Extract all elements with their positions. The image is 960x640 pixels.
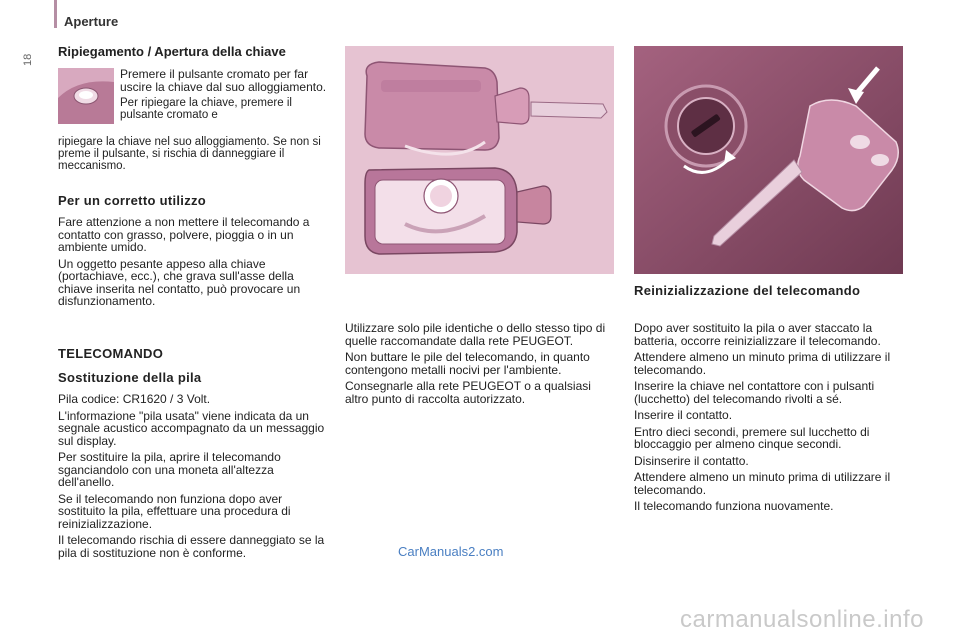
battery-note-2: Non buttare le pile del telecomando, in quanto contengono metalli nocivi per l'ambiente. (345, 350, 590, 377)
remote-paragraph-1: Pila codice: CR1620 / 3 Volt. (58, 392, 211, 406)
remote-paragraph-2: L'informazione "pila usata" viene indicata da un segnale acustico accompagnato da un messaggio sul display. (58, 408, 325, 448)
remote-paragraph-4: Se il telecomando non funziona dopo aver sostituito la pila, effettuare una procedura di reinizializzazione. (58, 491, 291, 531)
page-number: 18 (22, 53, 34, 66)
fold-key-heading: Ripiegamento / Apertura della chiave (58, 44, 286, 59)
remote-battery-illustration (345, 46, 614, 274)
reinit-paragraph-7: Attendere almeno un minuto prima di utilizzare il telecomando. (634, 470, 891, 497)
reinit-paragraph-5: Entro dieci secondi, premere sul lucchetto di bloccaggio per almeno cinque secondi. (634, 424, 870, 451)
correct-use-heading: Per un corretto utilizzo (58, 193, 207, 208)
correct-use-paragraph-1: Fare attenzione a non mettere il telecomando a contatto con grasso, polvere, pioggia o in un ambiente umido. (58, 215, 310, 254)
ignition-key-illustration (634, 46, 903, 274)
fold-key-paragraph-2a: Per ripiegare la chiave, premere il pulsante cromato e (120, 97, 292, 121)
fold-key-paragraph-1: Premere il pulsante cromato per far uscire la chiave dal suo alloggiamento. (120, 67, 327, 94)
remote-paragraph-3: Per sostituire la pila, aprire il telecomando sganciandolo con una moneta all'altezza dell'anello. (58, 450, 281, 489)
reinit-paragraph-3: Inserire la chiave nel contattore con i pulsanti (lucchetto) del telecomando rivolti a sé. (634, 379, 875, 406)
remote-paragraph-5: Il telecomando rischia di essere danneggiato se la pila di sostituzione non è conforme. (58, 533, 325, 560)
reinit-paragraph-4: Inserire il contatto. (634, 408, 733, 422)
reinit-paragraph-6: Disinserire il contatto. (634, 453, 749, 468)
chrome-button-illustration (58, 68, 114, 124)
section-title: Aperture (64, 14, 119, 29)
reinit-paragraph-1: Dopo aver sostituito la pila o aver staccato la batteria, occorre reinizializzare il telecomando. (634, 321, 881, 348)
battery-note-3: Consegnarle alla rete PEUGEOT o a qualsiasi altro punto di raccolta autorizzato. (345, 379, 591, 406)
reinit-heading: Reinizializzazione del telecomando (634, 283, 861, 298)
carmanuals-watermark: CarManuals2.com (398, 544, 504, 559)
battery-note-1: Utilizzare solo pile identiche o dello stesso tipo di quelle raccomandate dalla rete PEUGEOT. (345, 321, 606, 348)
fold-key-paragraph-2b: ripiegare la chiave nel suo alloggiamento. Se non si preme il pulsante, si rischia di danneggiare il meccanismo. (58, 136, 321, 172)
reinit-paragraph-8: Il telecomando funziona nuovamente. (634, 499, 834, 513)
remote-heading: TELECOMANDO (58, 346, 164, 361)
carmanualsonline-watermark: carmanualsonline.info (680, 606, 924, 633)
reinit-paragraph-2: Attendere almeno un minuto prima di utilizzare il telecomando. (634, 350, 891, 377)
correct-use-paragraph-2: Un oggetto pesante appeso alla chiave (portachiave, ecc.), che grava sull'asse della chiave inserita nel contatto, può provocare un disfunzionamento. (58, 256, 301, 308)
battery-replacement-heading: Sostituzione della pila (58, 370, 202, 385)
section-accent-bar (54, 0, 57, 28)
